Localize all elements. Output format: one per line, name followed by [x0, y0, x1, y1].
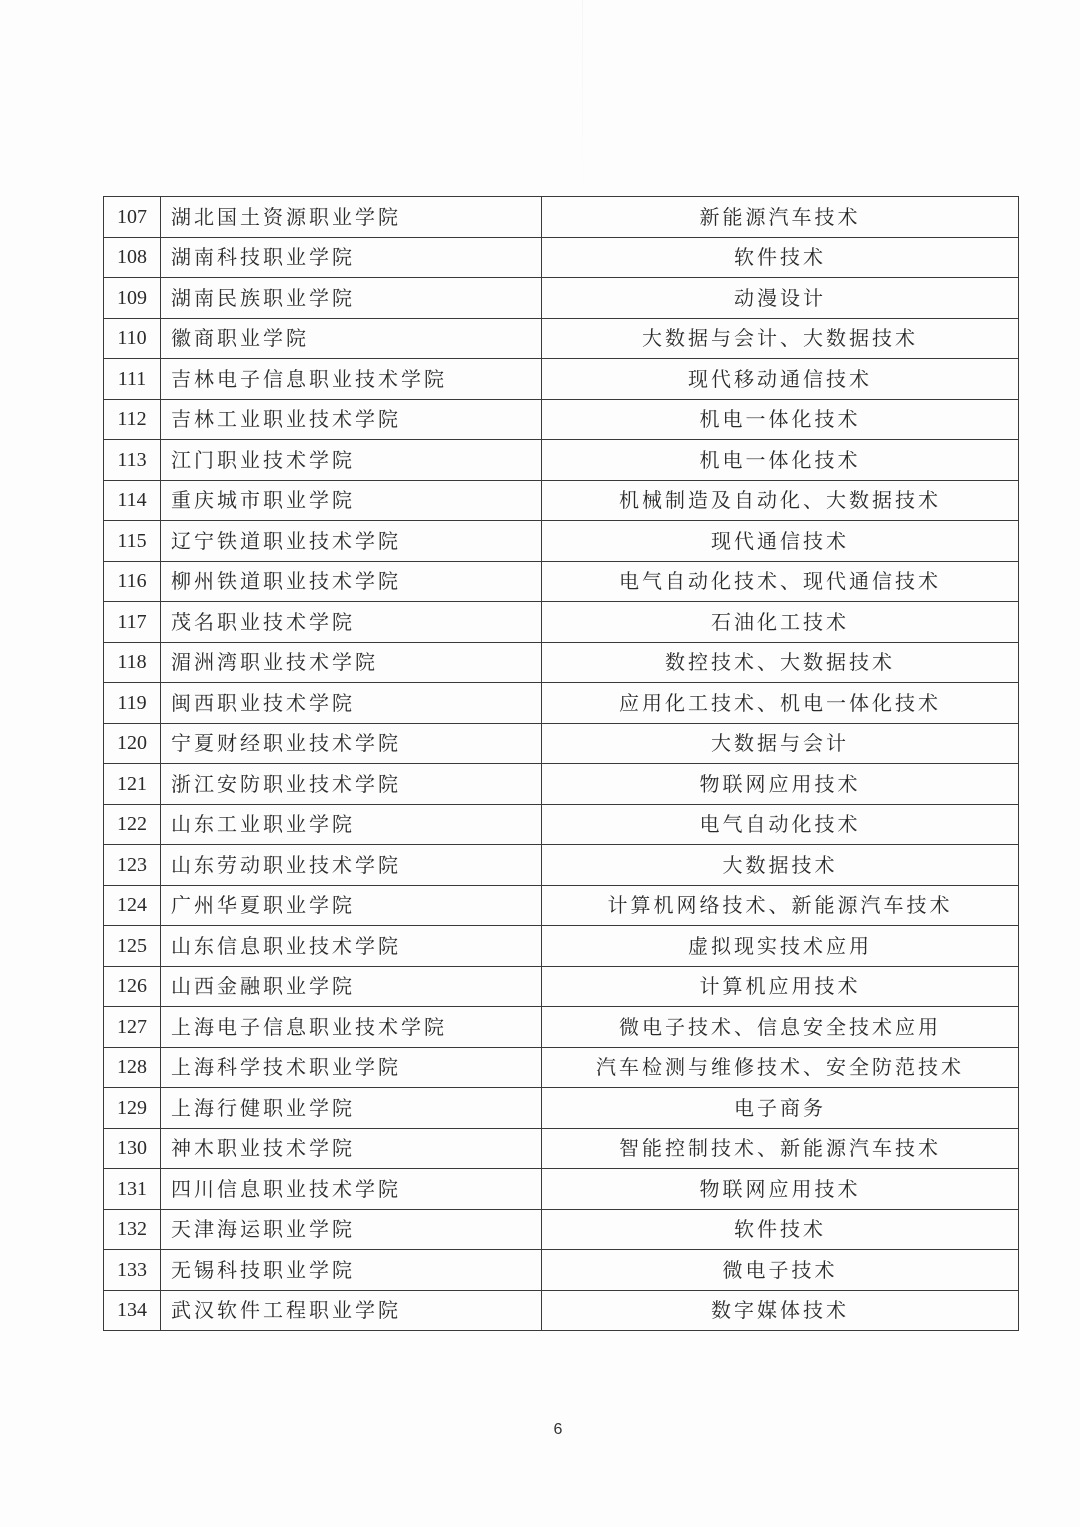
row-number-cell: 131: [104, 1169, 161, 1210]
major-cell: 智能控制技术、新能源汽车技术: [542, 1128, 1019, 1169]
school-name-cell: 湄洲湾职业技术学院: [161, 642, 542, 683]
school-name-cell: 徽商职业学院: [161, 318, 542, 359]
scan-fold-line: [582, 0, 583, 200]
row-number-cell: 118: [104, 642, 161, 683]
school-name-cell: 上海行健职业学院: [161, 1088, 542, 1129]
table-row: [104, 845, 1019, 886]
major-cell: 大数据与会计、大数据技术: [542, 318, 1019, 359]
table-body: [104, 197, 1019, 1331]
row-number-cell: 120: [104, 723, 161, 764]
table-row: [104, 399, 1019, 440]
row-number-cell: 113: [104, 440, 161, 481]
major-cell: 电气自动化技术: [542, 804, 1019, 845]
major-cell: 物联网应用技术: [542, 1169, 1019, 1210]
major-cell: 现代通信技术: [542, 521, 1019, 562]
major-cell: 应用化工技术、机电一体化技术: [542, 683, 1019, 724]
row-number-cell: 123: [104, 845, 161, 886]
row-number-cell: 130: [104, 1128, 161, 1169]
row-number-cell: 114: [104, 480, 161, 521]
row-number-cell: 124: [104, 885, 161, 926]
major-cell: 机械制造及自动化、大数据技术: [542, 480, 1019, 521]
major-cell: 微电子技术、信息安全技术应用: [542, 1007, 1019, 1048]
school-name-cell: 吉林工业职业技术学院: [161, 399, 542, 440]
row-number-cell: 129: [104, 1088, 161, 1129]
row-number-cell: 134: [104, 1290, 161, 1331]
school-name-cell: 上海科学技术职业学院: [161, 1047, 542, 1088]
school-name-cell: 山东劳动职业技术学院: [161, 845, 542, 886]
table-row: [104, 440, 1019, 481]
row-number-cell: 122: [104, 804, 161, 845]
row-number-cell: 107: [104, 197, 161, 238]
table-row: [104, 278, 1019, 319]
school-name-cell: 浙江安防职业技术学院: [161, 764, 542, 805]
major-cell: 现代移动通信技术: [542, 359, 1019, 400]
major-cell: 大数据与会计: [542, 723, 1019, 764]
school-name-cell: 神木职业技术学院: [161, 1128, 542, 1169]
table-row: [104, 683, 1019, 724]
table-row: [104, 480, 1019, 521]
major-cell: 电子商务: [542, 1088, 1019, 1129]
table-row: [104, 1128, 1019, 1169]
major-cell: 软件技术: [542, 1209, 1019, 1250]
school-name-cell: 柳州铁道职业技术学院: [161, 561, 542, 602]
school-major-table: [103, 196, 1019, 1331]
table-row: [104, 237, 1019, 278]
school-name-cell: 广州华夏职业学院: [161, 885, 542, 926]
table-row: [104, 723, 1019, 764]
major-cell: 新能源汽车技术: [542, 197, 1019, 238]
row-number-cell: 133: [104, 1250, 161, 1291]
table-row: [104, 1250, 1019, 1291]
school-name-cell: 四川信息职业技术学院: [161, 1169, 542, 1210]
major-cell: 石油化工技术: [542, 602, 1019, 643]
school-name-cell: 山东信息职业技术学院: [161, 926, 542, 967]
row-number-cell: 112: [104, 399, 161, 440]
major-cell: 汽车检测与维修技术、安全防范技术: [542, 1047, 1019, 1088]
page-number: 6: [553, 1421, 563, 1438]
row-number-cell: 110: [104, 318, 161, 359]
major-cell: 物联网应用技术: [542, 764, 1019, 805]
table-row: [104, 926, 1019, 967]
table-row: [104, 885, 1019, 926]
table-row: [104, 561, 1019, 602]
table-row: [104, 521, 1019, 562]
major-cell: 大数据技术: [542, 845, 1019, 886]
row-number-cell: 108: [104, 237, 161, 278]
major-cell: 软件技术: [542, 237, 1019, 278]
table-row: [104, 1169, 1019, 1210]
major-cell: 计算机应用技术: [542, 966, 1019, 1007]
school-name-cell: 山西金融职业学院: [161, 966, 542, 1007]
row-number-cell: 116: [104, 561, 161, 602]
row-number-cell: 132: [104, 1209, 161, 1250]
major-cell: 微电子技术: [542, 1250, 1019, 1291]
major-cell: 数控技术、大数据技术: [542, 642, 1019, 683]
table-row: [104, 359, 1019, 400]
school-name-cell: 湖南科技职业学院: [161, 237, 542, 278]
major-cell: 机电一体化技术: [542, 440, 1019, 481]
table-row: [104, 1007, 1019, 1048]
school-name-cell: 上海电子信息职业技术学院: [161, 1007, 542, 1048]
table-row: [104, 804, 1019, 845]
school-name-cell: 重庆城市职业学院: [161, 480, 542, 521]
row-number-cell: 125: [104, 926, 161, 967]
row-number-cell: 127: [104, 1007, 161, 1048]
table-row: [104, 318, 1019, 359]
table-row: [104, 1088, 1019, 1129]
school-name-cell: 宁夏财经职业技术学院: [161, 723, 542, 764]
major-cell: 机电一体化技术: [542, 399, 1019, 440]
school-name-cell: 武汉软件工程职业学院: [161, 1290, 542, 1331]
major-cell: 虚拟现实技术应用: [542, 926, 1019, 967]
major-cell: 计算机网络技术、新能源汽车技术: [542, 885, 1019, 926]
row-number-cell: 111: [104, 359, 161, 400]
school-name-cell: 茂名职业技术学院: [161, 602, 542, 643]
table-row: [104, 197, 1019, 238]
row-number-cell: 117: [104, 602, 161, 643]
table-row: [104, 764, 1019, 805]
table-row: [104, 642, 1019, 683]
school-name-cell: 无锡科技职业学院: [161, 1250, 542, 1291]
row-number-cell: 126: [104, 966, 161, 1007]
school-name-cell: 闽西职业技术学院: [161, 683, 542, 724]
school-name-cell: 山东工业职业学院: [161, 804, 542, 845]
table-row: [104, 966, 1019, 1007]
school-name-cell: 天津海运职业学院: [161, 1209, 542, 1250]
row-number-cell: 121: [104, 764, 161, 805]
table-row: [104, 602, 1019, 643]
row-number-cell: 109: [104, 278, 161, 319]
school-name-cell: 江门职业技术学院: [161, 440, 542, 481]
row-number-cell: 115: [104, 521, 161, 562]
school-name-cell: 湖南民族职业学院: [161, 278, 542, 319]
row-number-cell: 128: [104, 1047, 161, 1088]
major-cell: 电气自动化技术、现代通信技术: [542, 561, 1019, 602]
school-name-cell: 湖北国土资源职业学院: [161, 197, 542, 238]
table-row: [104, 1290, 1019, 1331]
school-name-cell: 辽宁铁道职业技术学院: [161, 521, 542, 562]
major-cell: 动漫设计: [542, 278, 1019, 319]
school-name-cell: 吉林电子信息职业技术学院: [161, 359, 542, 400]
row-number-cell: 119: [104, 683, 161, 724]
table-row: [104, 1209, 1019, 1250]
major-cell: 数字媒体技术: [542, 1290, 1019, 1331]
table-row: [104, 1047, 1019, 1088]
